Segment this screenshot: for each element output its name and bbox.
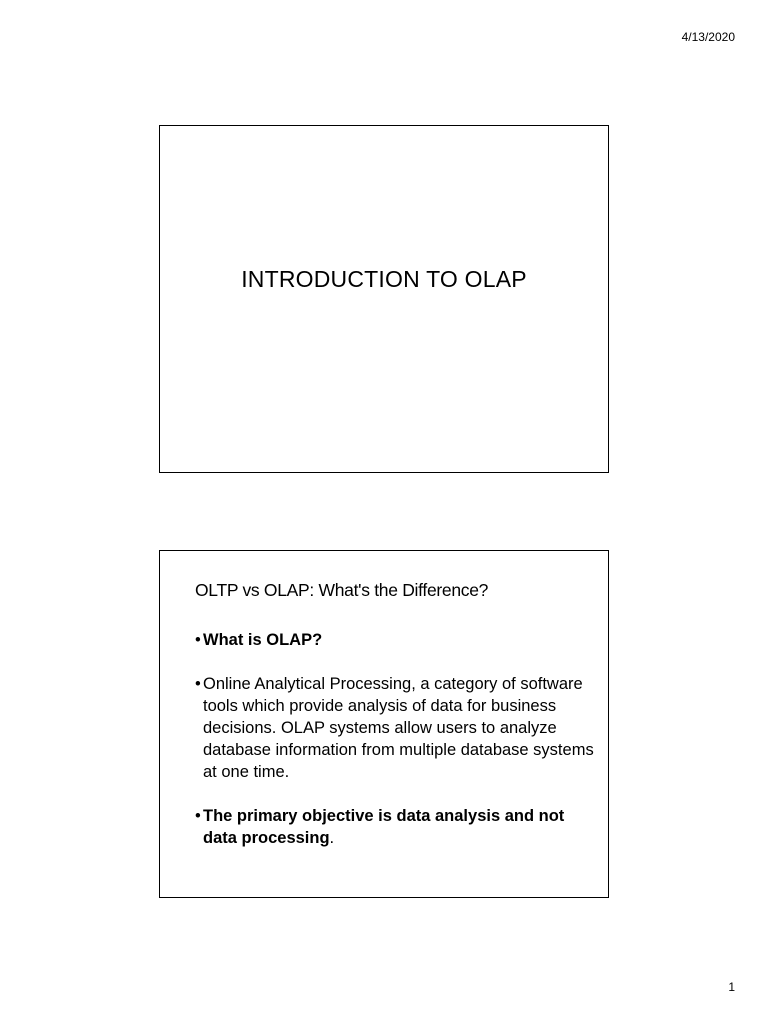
bullet-3-bold-text: The primary objective is data analysis and not data processing — [203, 807, 565, 847]
bullet-1-text: What is OLAP? — [203, 631, 323, 649]
bullet-3-tail-text: . — [329, 829, 335, 847]
slide-1 — [159, 125, 609, 473]
bullet-2-text: Online Analytical Processing, a category of software tools which provide analysis of data for business decisions. OLAP systems allow users to analyze database information from multiple database systems at one time. — [203, 675, 594, 781]
page-date: 4/13/2020 — [681, 30, 735, 44]
bullet-item-1 — [195, 629, 595, 651]
slide-2-title: OLTP vs OLAP: What's the Difference? — [195, 580, 489, 600]
bullet-item-3 — [195, 805, 595, 849]
slide-1-title: INTRODUCTION TO OLAP — [241, 266, 527, 292]
page-number: 1 — [728, 980, 735, 994]
slide-2-bullet-list — [195, 629, 595, 871]
slide-2 — [159, 550, 609, 898]
bullet-item-2 — [195, 673, 595, 783]
